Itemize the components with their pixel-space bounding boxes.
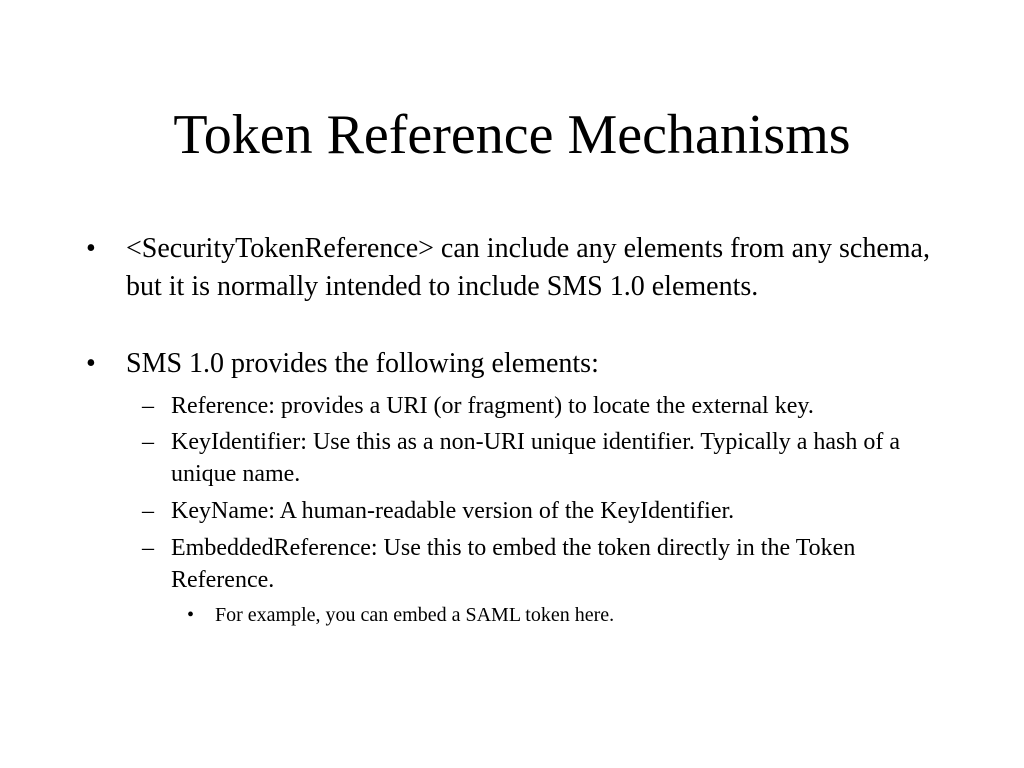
sub-sub-bullet-text: For example, you can embed a SAML token here. <box>215 604 615 626</box>
sub-bullet-item <box>142 532 962 596</box>
bullet-marker: • <box>86 348 96 379</box>
sub-bullet-text: EmbeddedReference: Use this to embed the token directly in the Token Reference. <box>171 535 856 593</box>
bullet-text: <SecurityTokenReference> can include any elements from any schema, but it is normally intended to include SMS 1.0 elements. <box>126 233 930 302</box>
sub-bullet-item <box>142 495 962 527</box>
sub-bullet-item <box>142 390 962 422</box>
sub-bullet-text: KeyName: A human-readable version of the KeyIdentifier. <box>171 498 735 524</box>
bullet-marker: • <box>187 604 195 626</box>
dash-marker: – <box>142 498 154 524</box>
bullet-marker: • <box>86 233 96 264</box>
sub-bullet-text: Reference: provides a URI (or fragment) to locate the external key. <box>171 393 814 419</box>
bullet-item <box>86 345 946 383</box>
dash-marker: – <box>142 535 154 561</box>
bullet-item <box>86 230 946 306</box>
dash-marker: – <box>142 393 154 419</box>
sub-sub-bullet-item <box>187 601 947 629</box>
dash-marker: – <box>142 429 154 455</box>
bullet-text: SMS 1.0 provides the following elements: <box>126 348 599 379</box>
sub-bullet-text: KeyIdentifier: Use this as a non-URI unique identifier. Typically a hash of a unique name. <box>171 429 901 487</box>
sub-bullet-item <box>142 426 962 490</box>
slide-title: Token Reference Mechanisms <box>173 104 851 166</box>
